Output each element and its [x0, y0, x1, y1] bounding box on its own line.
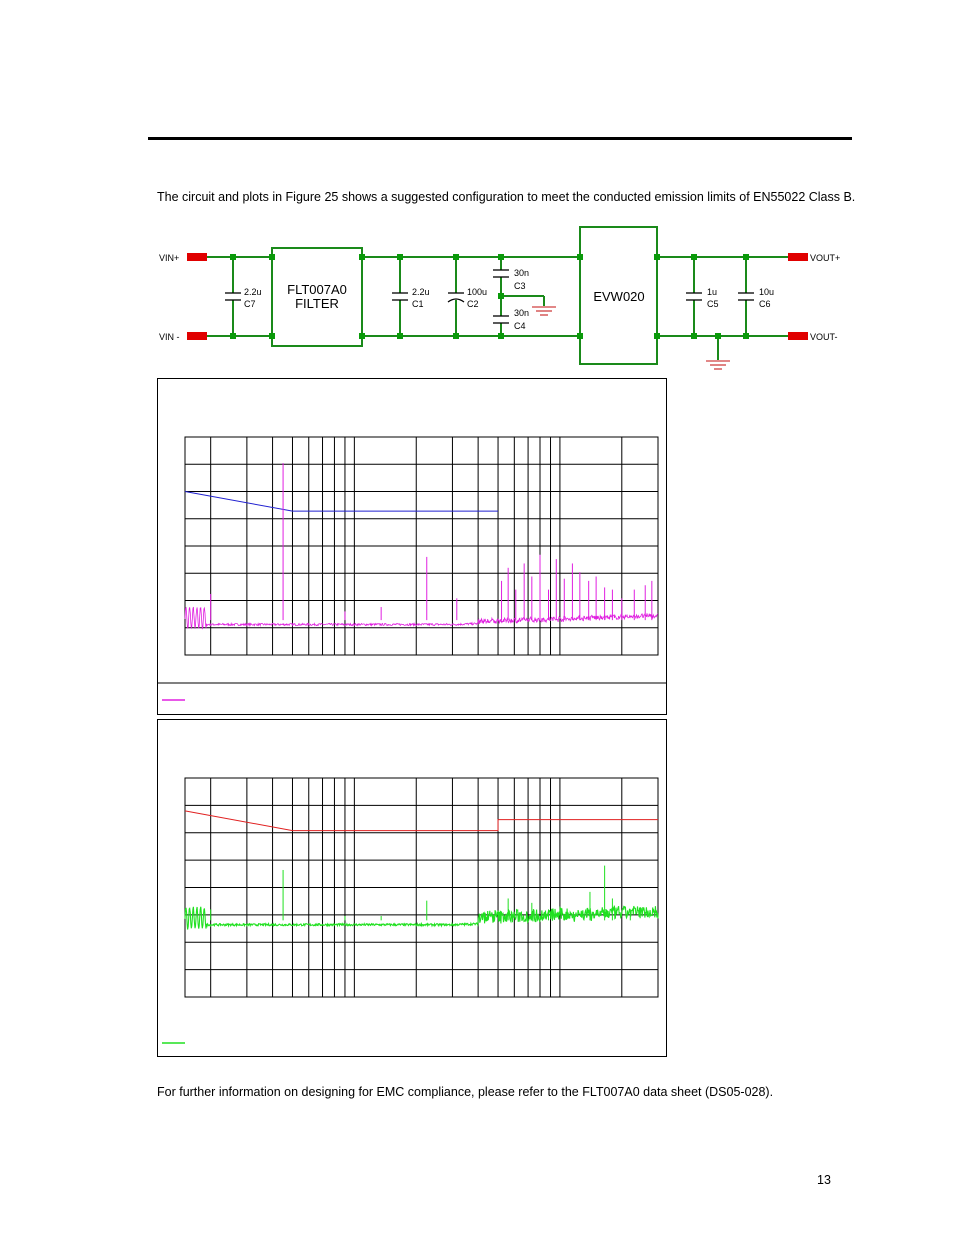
vout-pos-label: VOUT+ [810, 253, 841, 263]
filter-sub: FILTER [295, 296, 339, 311]
cap-value: 30n [514, 308, 530, 318]
cap-ref: C1 [412, 299, 424, 309]
cap-ref: C5 [707, 299, 719, 309]
cap-value: 1u [707, 287, 718, 297]
cap-value: 2.2u [412, 287, 430, 297]
cap-ref: C4 [514, 321, 526, 331]
cap-ref: C3 [514, 281, 526, 291]
cap-value: 100u [467, 287, 488, 297]
plot-grid [185, 778, 658, 997]
page-number: 13 [817, 1173, 831, 1187]
cap-value: 10u [759, 287, 775, 297]
cap-ref: C7 [244, 299, 256, 309]
limit-line [185, 811, 658, 831]
cap-ref: C6 [759, 299, 771, 309]
vout-neg-label: VOUT- [810, 332, 838, 342]
further-info-paragraph: For further information on designing for EMC compliance, please refer to the FLT007A0 data sheet (DS05-028). [157, 1085, 774, 1099]
measurement-trace [185, 906, 658, 930]
module-name: EVW020 [593, 289, 645, 304]
vin-pos-label: VIN+ [159, 253, 180, 263]
intro-paragraph: The circuit and plots in Figure 25 shows a suggested configuration to meet the conducted emission limits of EN55022 Class B. [157, 190, 856, 204]
cap-ref: C2 [467, 299, 479, 309]
vin-neg-label: VIN - [159, 332, 180, 342]
filter-name: FLT007A0 [287, 282, 347, 297]
cap-value: 30n [514, 268, 530, 278]
cap-value: 2.2u [244, 287, 262, 297]
